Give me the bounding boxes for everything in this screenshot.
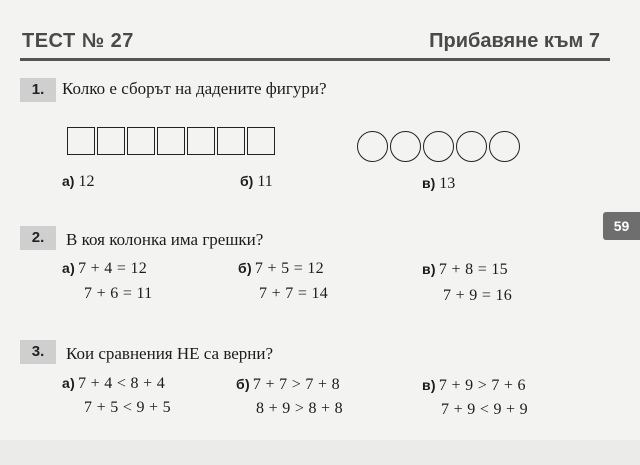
- square-shape: [67, 127, 95, 155]
- comparison: 7 + 7 > 7 + 8: [252, 376, 340, 393]
- question-1-number: 1.: [20, 78, 56, 102]
- square-shape: [127, 127, 155, 155]
- q3-option-b-line2: 8 + 9 > 8 + 8: [256, 400, 343, 417]
- equation: 7 + 5 = 12: [254, 260, 324, 277]
- question-2-text: В коя колонка има грешки?: [66, 230, 264, 249]
- test-title: ТЕСТ № 27: [22, 30, 134, 52]
- circle-shape: [489, 131, 520, 162]
- circles-group: [357, 131, 520, 162]
- circle-shape: [357, 131, 388, 162]
- q2-option-c-line1[interactable]: [422, 261, 508, 279]
- q3-option-c-line2: 7 + 9 < 9 + 9: [441, 401, 528, 418]
- option-label: в): [422, 261, 436, 277]
- square-shape: [187, 127, 215, 155]
- option-label: а): [62, 375, 76, 391]
- test-topic: Прибавяне към 7: [429, 30, 600, 52]
- option-label: б): [240, 173, 254, 189]
- square-shape: [217, 127, 245, 155]
- circle-shape: [390, 131, 421, 162]
- option-label: в): [422, 377, 436, 393]
- option-label: б): [236, 376, 250, 392]
- option-label: б): [238, 260, 252, 276]
- question-1-text: Колко е сборът на дадените фигури?: [62, 79, 327, 98]
- q1-option-b[interactable]: [240, 173, 273, 191]
- q2-option-b-line2: 7 + 7 = 14: [259, 285, 329, 302]
- square-shape: [157, 127, 185, 155]
- q3-option-a-line2: 7 + 5 < 9 + 5: [84, 399, 171, 416]
- q2-option-a-line1[interactable]: [62, 260, 147, 278]
- q2-option-c-line2: 7 + 9 = 16: [443, 287, 513, 304]
- question-3-text: Кои сравнения НЕ са верни?: [66, 344, 274, 363]
- option-label: а): [62, 260, 76, 276]
- header-rule: [20, 58, 610, 61]
- q1-option-a[interactable]: [62, 173, 94, 191]
- q1-option-c[interactable]: [422, 175, 455, 193]
- comparison: 7 + 4 < 8 + 4: [78, 375, 166, 392]
- option-label: в): [422, 175, 436, 191]
- squares-group: [67, 127, 275, 155]
- q2-option-b-line1[interactable]: [238, 260, 324, 278]
- q2-option-a-line2: 7 + 6 = 11: [84, 285, 153, 302]
- square-shape: [97, 127, 125, 155]
- comparison: 7 + 9 > 7 + 6: [438, 377, 526, 394]
- square-shape: [247, 127, 275, 155]
- equation: 7 + 8 = 15: [438, 261, 508, 278]
- q3-option-c-line1[interactable]: [422, 377, 526, 395]
- q3-option-a-line1[interactable]: [62, 375, 165, 393]
- option-value: 12: [78, 173, 95, 190]
- circle-shape: [456, 131, 487, 162]
- option-label: а): [62, 173, 75, 189]
- bottom-band: [0, 440, 640, 465]
- option-value: 11: [257, 173, 273, 190]
- equation: 7 + 4 = 12: [78, 260, 148, 277]
- page-number-tab: 59: [603, 212, 640, 240]
- circle-shape: [423, 131, 454, 162]
- option-value: 13: [439, 175, 456, 192]
- q3-option-b-line1[interactable]: [236, 376, 340, 394]
- question-2-number: 2.: [20, 226, 56, 250]
- question-3-number: 3.: [20, 340, 56, 364]
